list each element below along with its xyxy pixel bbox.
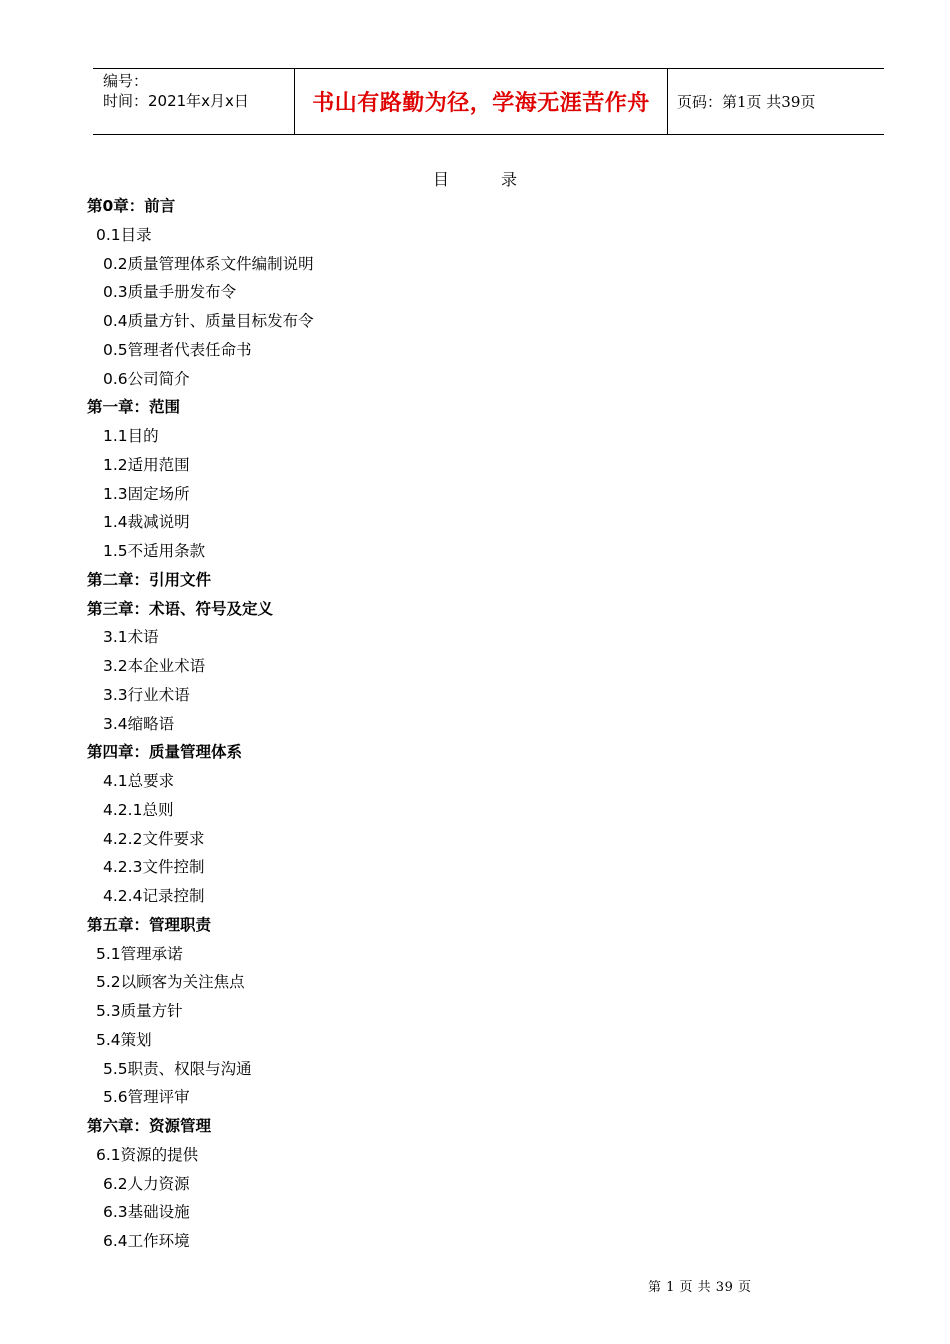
toc-entry-number: 6.4	[103, 1232, 128, 1250]
toc-entry-number: 4.2.4	[103, 887, 143, 905]
toc-chapter	[87, 596, 273, 622]
toc-entry-title: 人力资源	[127, 1175, 190, 1193]
toc-entry-number: 1.4	[103, 513, 128, 531]
toc-entry-number: 6.3	[103, 1203, 128, 1221]
toc-entry-title: 文件控制	[142, 858, 205, 876]
toc-entry-title: 适用范围	[127, 456, 190, 474]
toc-entry-number: 5.4	[96, 1031, 121, 1049]
toc-entry	[103, 538, 205, 564]
toc-chapter-title: 第四章：质量管理体系	[87, 743, 243, 761]
toc-entry	[103, 624, 159, 650]
toc-entry-title: 策划	[120, 1031, 152, 1049]
toc-entry-number: 1.1	[103, 427, 128, 445]
toc-entry-title: 管理评审	[127, 1088, 190, 1106]
toc-entry-title: 记录控制	[142, 887, 205, 905]
toc-entry-number: 5.3	[96, 1002, 121, 1020]
toc-entry	[103, 251, 314, 277]
toc-entry	[103, 366, 190, 392]
toc-chapter-title: 第六章：资源管理	[87, 1117, 212, 1135]
toc-chapter	[87, 394, 180, 420]
toc-entry-title: 总则	[142, 801, 174, 819]
toc-entry	[103, 1056, 252, 1082]
toc-entry-number: 0.6	[103, 370, 128, 388]
toc-entry-number: 1.3	[103, 485, 128, 503]
toc-entry-number: 5.5	[103, 1060, 128, 1078]
toc-entry-title: 本企业术语	[127, 657, 206, 675]
toc-entry-number: 3.4	[103, 715, 128, 733]
header-page-info	[668, 69, 884, 134]
time-label: 时间：2021年x月x日	[103, 92, 249, 110]
toc-entry-title: 工作环境	[127, 1232, 190, 1250]
toc-chapter	[87, 1113, 211, 1139]
toc-entry	[103, 883, 204, 909]
toc-entry	[96, 998, 183, 1024]
motto: 书山有路勤为径，学海无涯苦作舟	[312, 91, 650, 116]
page-footer: 第 1 页 共 39 页	[648, 1280, 752, 1295]
page-info: 页码：第1页 共39页	[677, 93, 816, 111]
toc-entry-title: 术语	[127, 628, 159, 646]
toc-entry-number: 0.4	[103, 312, 128, 330]
toc-title-char-1: 目	[432, 170, 449, 189]
toc-entry-title: 行业术语	[127, 686, 190, 704]
header-meta	[93, 69, 295, 134]
toc-entry-number: 3.1	[103, 628, 128, 646]
toc-entry	[103, 1171, 190, 1197]
toc-entry-title: 管理者代表任命书	[127, 341, 252, 359]
toc-entry	[103, 768, 174, 794]
toc-chapter-title: 第0章：前言	[87, 197, 176, 215]
toc-entry-title: 裁减说明	[127, 513, 190, 531]
toc-entry	[103, 279, 236, 305]
toc-entry-title: 质量方针	[120, 1002, 183, 1020]
toc-chapter-title: 第五章：管理职责	[87, 916, 212, 934]
toc-entry	[96, 1027, 152, 1053]
toc-chapter-title: 第一章：范围	[87, 398, 181, 416]
toc-entry	[103, 308, 314, 334]
toc-entry-number: 1.5	[103, 542, 128, 560]
toc-entry-number: 3.2	[103, 657, 128, 675]
toc-entry-title: 不适用条款	[127, 542, 206, 560]
toc-entry-number: 6.2	[103, 1175, 128, 1193]
toc-chapter-title: 第二章：引用文件	[87, 571, 212, 589]
toc-entry	[103, 1084, 190, 1110]
toc-entry-title: 公司简介	[127, 370, 190, 388]
header-motto-cell	[294, 69, 668, 134]
toc-title	[0, 167, 950, 190]
toc-entry-title: 缩略语	[127, 715, 175, 733]
number-label: 编号：	[103, 72, 149, 90]
toc-entry-number: 1.2	[103, 456, 128, 474]
toc-entry-title: 总要求	[127, 772, 175, 790]
toc-entry	[96, 941, 183, 967]
toc-entry	[103, 337, 252, 363]
toc-entry-number: 3.3	[103, 686, 128, 704]
toc-entry-title: 管理承诺	[120, 945, 183, 963]
toc-entry-number: 6.1	[96, 1146, 121, 1164]
toc-entry	[103, 826, 204, 852]
toc-entry-title: 基础设施	[127, 1203, 190, 1221]
toc-entry-number: 0.1	[96, 226, 121, 244]
toc-entry	[103, 452, 190, 478]
toc-entry-number: 4.2.3	[103, 858, 143, 876]
toc-entry-title: 以顾客为关注焦点	[120, 973, 245, 991]
toc-entry	[103, 509, 190, 535]
toc-entry	[96, 222, 152, 248]
toc-entry-title: 目的	[127, 427, 159, 445]
toc-entry	[103, 854, 204, 880]
toc-entry	[103, 481, 190, 507]
toc-chapter	[87, 567, 211, 593]
toc-entry-title: 固定场所	[127, 485, 190, 503]
toc-entry-number: 0.3	[103, 283, 128, 301]
toc-chapter-title: 第三章：术语、符号及定义	[87, 600, 274, 618]
toc-entry-number: 5.1	[96, 945, 121, 963]
toc-entry	[96, 969, 245, 995]
toc-entry	[103, 1199, 190, 1225]
toc-entry-title: 文件要求	[142, 830, 205, 848]
toc-entry-number: 4.1	[103, 772, 128, 790]
toc-entry-title: 质量管理体系文件编制说明	[127, 255, 314, 273]
toc-chapter	[87, 912, 211, 938]
toc-title-char-2: 录	[501, 170, 518, 189]
toc-entry	[103, 653, 205, 679]
toc-entry	[103, 711, 174, 737]
toc-entry	[103, 423, 159, 449]
toc-entry-number: 0.2	[103, 255, 128, 273]
toc-entry-title: 资源的提供	[120, 1146, 199, 1164]
toc-entry-number: 0.5	[103, 341, 128, 359]
toc-entry	[103, 797, 173, 823]
toc-entry	[103, 682, 190, 708]
page-header	[93, 68, 884, 135]
toc-entry-number: 5.6	[103, 1088, 128, 1106]
toc-entry-title: 目录	[120, 226, 152, 244]
toc-entry-number: 4.2.1	[103, 801, 143, 819]
toc-entry-title: 质量方针、质量目标发布令	[127, 312, 314, 330]
toc-entry	[96, 1142, 198, 1168]
toc-chapter	[87, 193, 175, 219]
toc-entry-title: 职责、权限与沟通	[127, 1060, 252, 1078]
toc-entry	[103, 1228, 190, 1254]
toc-entry-number: 5.2	[96, 973, 121, 991]
toc-entry-number: 4.2.2	[103, 830, 143, 848]
toc-chapter	[87, 739, 242, 765]
toc-entry-title: 质量手册发布令	[127, 283, 237, 301]
